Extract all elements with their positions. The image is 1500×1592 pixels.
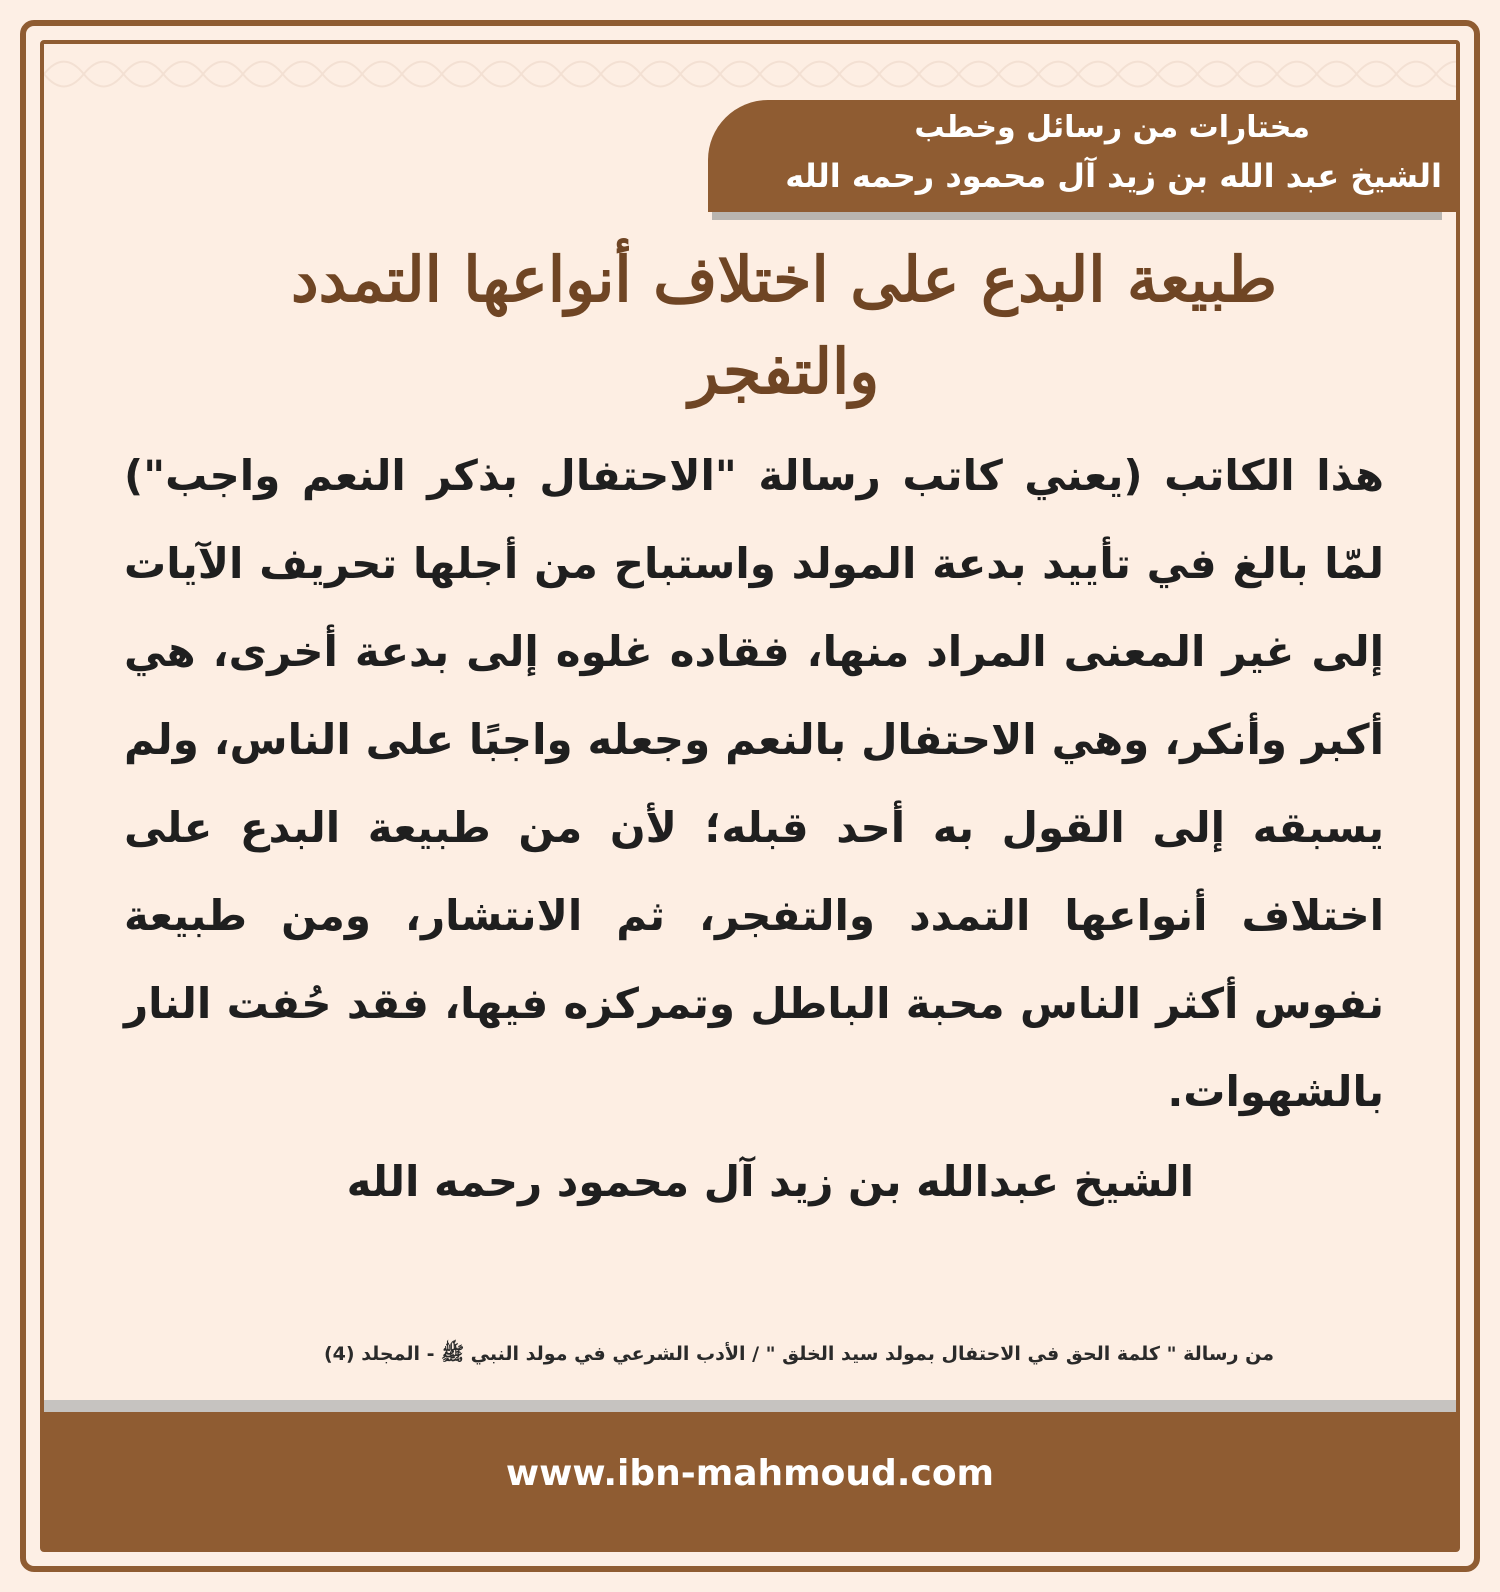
article-body: هذا الكاتب (يعني كاتب رسالة "الاحتفال بذكر النعم واجب") لمّا بالغ في تأييد بدعة المولد واستباح من أجلها تحريف الآيات إلى غير المعنى المراد منها، فقاده غلوه إلى بدعة أخرى، هي أكبر وأنكر، وهي الاحتفال بالنعم وجعله واجبًا على الناس، ولم يسبقه إلى القول به أحد قبله؛ لأن من طبيعة البدع على اختلاف أنواعها التمدد والتفجر، ثم الانتشار، ومن طبيعة نفوس أكثر الناس محبة الباطل وتمركزه فيها، فقد حُفت النار بالشهوات. [124, 451, 1384, 1116]
footer-stripe [44, 1400, 1456, 1412]
article-title: طبيعة البدع على اختلاف أنواعها التمدد والتفجر [291, 243, 1277, 408]
signature: الشيخ عبدالله بن زيد آل محمود رحمه الله [346, 1157, 1194, 1206]
source-reference: من رسالة " كلمة الحق في الاحتفال بمولد سيد الخلق " / الأدب الشرعي في مولد النبي ﷺ - المجلد (4) [323, 1343, 1274, 1365]
series-header [708, 100, 1460, 212]
series-title: مختارات من رسائل وخطب [914, 110, 1310, 145]
author-name: الشيخ عبد الله بن زيد آل محمود رحمه الله [785, 157, 1442, 195]
website-link[interactable]: www.ibn-mahmoud.com [505, 1453, 995, 1494]
content-card [40, 40, 1460, 1552]
